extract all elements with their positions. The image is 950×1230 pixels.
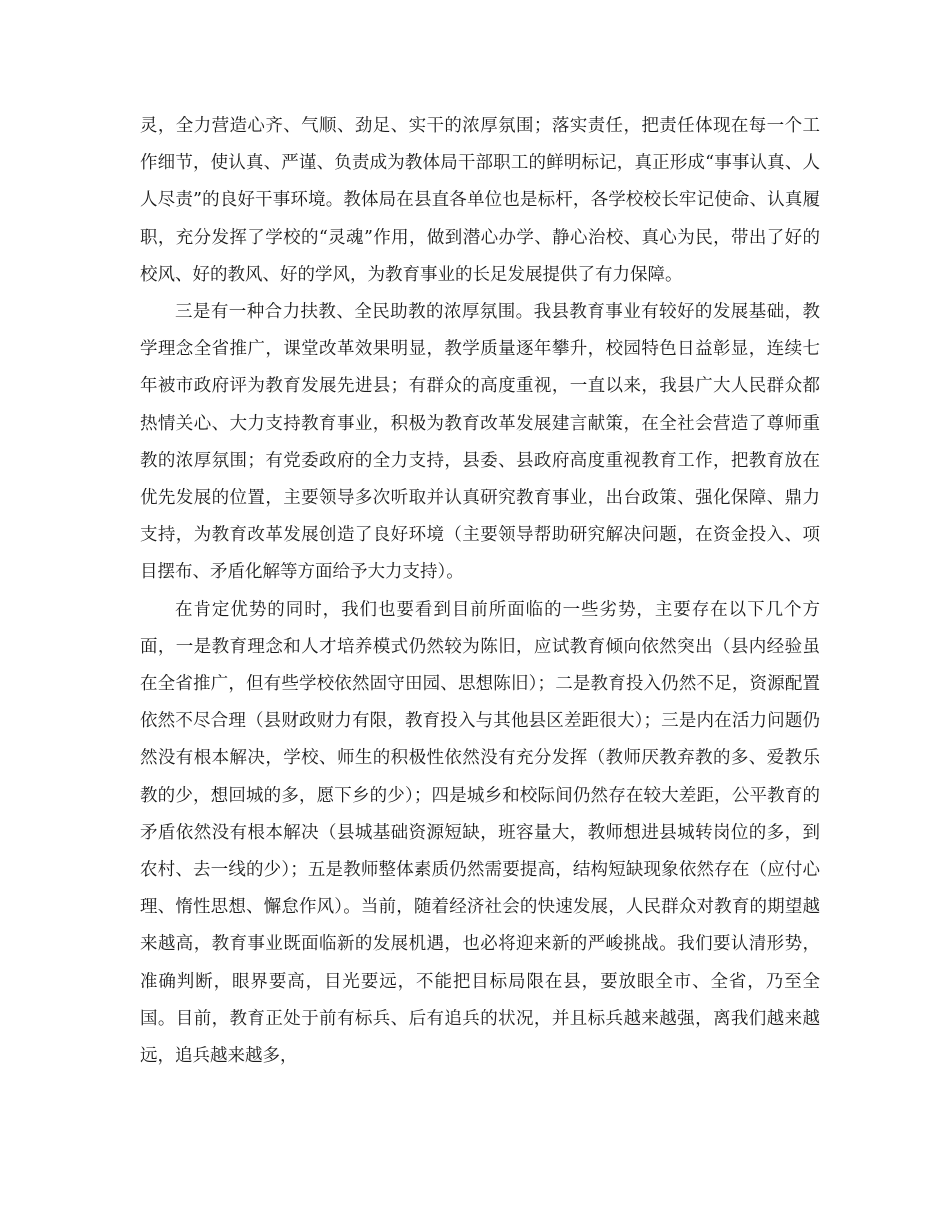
paragraph-disadvantages: 在肯定优势的同时，我们也要看到目前所面临的一些劣势，主要存在以下几个方面，一是教育理念和人才培养模式仍然较为陈旧，应试教育倾向依然突出（县内经验虽在全省推广，但有些学校依然固守田园、思想陈旧）；二是教育投入仍然不足，资源配置依然不尽合理（县财政财力有限，教育投入与其他县区差距很大）；三是内在活力问题仍然没有根本解决，学校、师生的积极性依然没有充分发挥（教师厌教弃教的多、爱教乐教的少，想回城的多，愿下乡的少）；四是城乡和校际间仍然存在较大差距，公平教育的矛盾依然没有根本解决（县城基础资源短缺，班容量大，教师想进县城转岗位的多，到农村、去一线的少）；五是教师整体素质仍然需要提高，结构短缺现象依然存在（应付心理、惰性思想、懈怠作风）。当前，随着经济社会的快速发展，人民群众对教育的期望越来越高，教育事业既面临新的发展机遇，也必将迎来新的严峻挑战。我们要认清形势，准确判断，眼界要高，目光要远，不能把目标局限在县，要放眼全市、全省，乃至全国。目前，教育正处于前有标兵、后有追兵的状况，并且标兵越来越强，离我们越来越远，追兵越来越多， <box>140 599 820 1067</box>
paragraph-continuation: 灵，全力营造心齐、气顺、劲足、实干的浓厚氛围；落实责任，把责任体现在每一个工作细节，使认真、严谨、负责成为教体局干部职工的鲜明标记，真正形成“事事认真、人人尽责”的良好干事环境。教体局在县直各单位也是标杆，各学校校长牢记使命、认真履职，充分发挥了学校的“灵魂”作用，做到潜心办学、静心治校、真心为民，带出了好的校风、好的教风、好的学风，为教育事业的长足发展提供了有力保障。 <box>140 116 820 285</box>
document-body <box>140 108 820 1075</box>
paragraph-third-point: 三是有一种合力扶教、全民助教的浓厚氛围。我县教育事业有较好的发展基础，教学理念全省推广，课堂改革效果明显，教学质量逐年攀升，校园特色日益彰显，连续七年被市政府评为教育发展先进县；有群众的高度重视，一直以来，我县广大人民群众都热情关心、大力支持教育事业，积极为教育改革发展建言献策，在全社会营造了尊师重教的浓厚氛围；有党委政府的全力支持，县委、县政府高度重视教育工作，把教育放在优先发展的位置，主要领导多次听取并认真研究教育事业，出台政策、强化保障、鼎力支持，为教育改革发展创造了良好环境（主要领导帮助研究解决问题，在资金投入、项目摆布、矛盾化解等方面给予大力支持）。 <box>140 302 820 583</box>
